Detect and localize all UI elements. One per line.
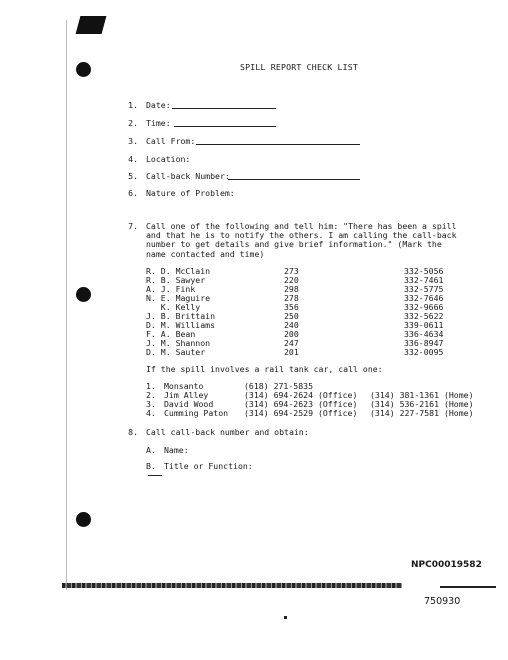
scan-corner-mark <box>76 16 107 34</box>
contact-name: D. M. Sauter <box>146 347 206 357</box>
page-title: SPILL REPORT CHECK LIST <box>240 62 358 72</box>
contact-phone: 332-7646 <box>404 293 444 303</box>
contact-extension: 278 <box>284 293 299 303</box>
item-5-label: Call-back Number: <box>146 171 230 181</box>
item-3-number: 3. <box>128 136 138 146</box>
item-8b-label: Title or Function: <box>164 461 253 471</box>
contact-phone: 336-4634 <box>404 329 444 339</box>
date-fill-line <box>172 108 276 109</box>
rail-contact-row <box>146 409 476 418</box>
contact-name: F. A. Bean <box>146 329 196 339</box>
call-back-fill-line <box>228 179 360 180</box>
scan-speck <box>284 616 287 619</box>
item-8-number: 8. <box>128 427 138 437</box>
item-8b-letter: B. <box>146 461 156 471</box>
time-fill-line <box>174 126 276 127</box>
contact-extension: 201 <box>284 347 299 357</box>
rail-contact-home-phone: (314) 381-1361 (Home) <box>370 390 474 400</box>
contact-phone: 332-5622 <box>404 311 444 321</box>
contact-extension: 220 <box>284 275 299 285</box>
contact-extension: 273 <box>284 266 299 276</box>
contact-name: R. B. Sawyer <box>146 275 206 285</box>
item-6-label: Nature of Problem: <box>146 188 235 198</box>
rail-contact-name: Jim Alley <box>164 390 209 400</box>
rail-contact-office-phone: (314) 694-2529 (Office) <box>244 408 358 418</box>
item-2-number: 2. <box>128 118 138 128</box>
scan-bottom-right-edge <box>440 586 496 588</box>
item-7-instructions: Call one of the following and tell him: "There has been a spill and that he is to notify the others. I am calling the call-back number to get details and give brief information." (Mark the name contacted and time) <box>146 221 457 259</box>
scan-bottom-edge <box>62 583 402 588</box>
item-3-label: Call From: <box>146 136 196 146</box>
rail-contact-office-phone: (618) 271-5835 <box>244 381 314 391</box>
punch-hole-top <box>76 62 91 77</box>
contact-phone: 336-8947 <box>404 338 444 348</box>
contact-name: J. B. Brittain <box>146 311 216 321</box>
contact-phone: 332-5775 <box>404 284 444 294</box>
rail-contact-name: David Wood <box>164 399 214 409</box>
contact-extension: 247 <box>284 338 299 348</box>
contact-extension: 356 <box>284 302 299 312</box>
contact-phone: 332-5056 <box>404 266 444 276</box>
contact-name: R. D. McClain <box>146 266 211 276</box>
rail-contact-office-phone: (314) 694-2624 (Office) <box>244 390 358 400</box>
punch-hole-bottom <box>76 512 91 527</box>
contact-phone: 332-7461 <box>404 275 444 285</box>
contact-extension: 240 <box>284 320 299 330</box>
item-8a-letter: A. <box>146 445 156 455</box>
rail-contact-number: 3. <box>146 399 156 409</box>
contact-row <box>146 348 476 357</box>
item-2-label: Time: <box>146 118 171 128</box>
contact-phone: 332-9666 <box>404 302 444 312</box>
contact-name: K. Kelly <box>146 302 201 312</box>
contact-phone: 339-0611 <box>404 320 444 330</box>
title-fill-stub <box>148 475 162 476</box>
item-8-label: Call call-back number and obtain: <box>146 427 309 437</box>
contact-phone: 332-0095 <box>404 347 444 357</box>
item-4-number: 4. <box>128 154 138 164</box>
contact-extension: 200 <box>284 329 299 339</box>
item-7-number: 7. <box>128 221 138 231</box>
item-8a-label: Name: <box>164 445 189 455</box>
rail-contact-name: Monsanto <box>164 381 204 391</box>
contact-name: A. J. Fink <box>146 284 196 294</box>
contact-extension: 298 <box>284 284 299 294</box>
rail-contact-office-phone: (314) 694-2623 (Office) <box>244 399 358 409</box>
rail-tank-car-intro: If the spill involves a rail tank car, call one: <box>146 364 383 374</box>
rail-contact-name: Cumming Paton <box>164 408 229 418</box>
rail-contact-home-phone: (314) 536-2161 (Home) <box>370 399 474 409</box>
call-from-fill-line <box>196 144 360 145</box>
rail-contact-number: 2. <box>146 390 156 400</box>
contact-extension: 250 <box>284 311 299 321</box>
item-4-label: Location: <box>146 154 191 164</box>
rail-contact-number: 1. <box>146 381 156 391</box>
rail-contact-number: 4. <box>146 408 156 418</box>
scan-margin-line <box>66 20 67 590</box>
punch-hole-middle <box>76 287 91 302</box>
bates-number: NPC00019582 <box>411 560 482 570</box>
item-1-label: Date: <box>146 100 171 110</box>
item-6-number: 6. <box>128 188 138 198</box>
document-stamp-number: 750930 <box>424 596 461 607</box>
contact-name: J. M. Shannon <box>146 338 211 348</box>
item-5-number: 5. <box>128 171 138 181</box>
contact-name: N. E. Maguire <box>146 293 211 303</box>
item-1-number: 1. <box>128 100 138 110</box>
rail-contact-home-phone: (314) 227-7581 (Home) <box>370 408 474 418</box>
contact-name: D. M. Williams <box>146 320 216 330</box>
